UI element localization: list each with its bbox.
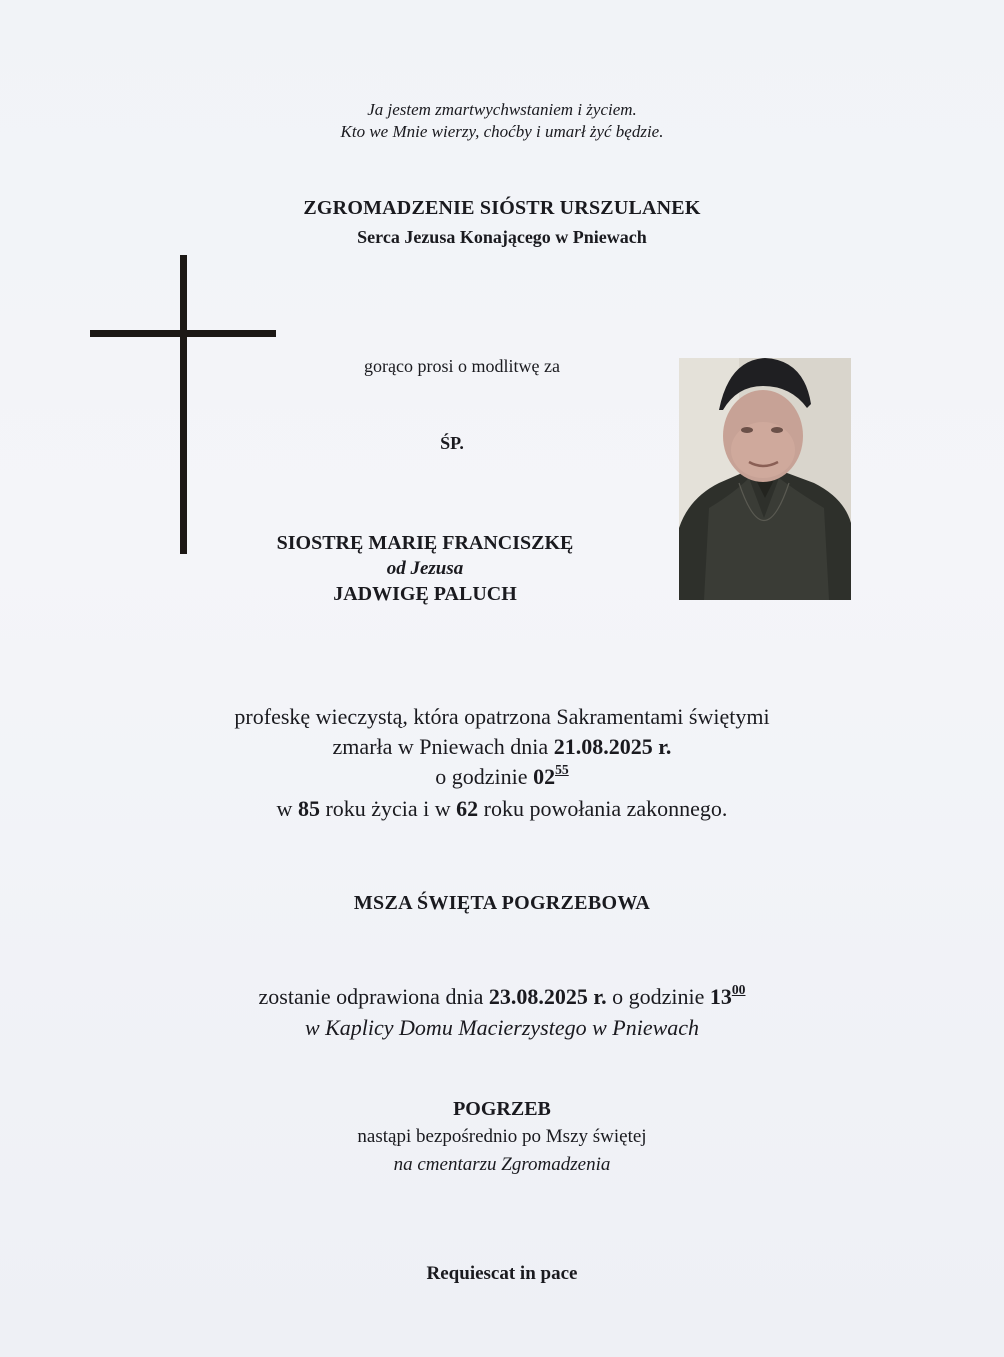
mass-date-line xyxy=(0,981,1004,1010)
portrait-illustration xyxy=(679,358,851,600)
honorific: ŚP. xyxy=(440,433,464,453)
vocation-years: 62 xyxy=(456,796,479,821)
death-date: 21.08.2025 r. xyxy=(553,734,672,759)
mass-place: w Kaplicy Domu Macierzystego w Pniewach xyxy=(304,1015,700,1040)
age-years: 85 xyxy=(297,796,320,821)
death-time-minutes: 55 xyxy=(555,761,569,777)
death-time-line xyxy=(0,761,1004,790)
motto-line-2: Kto we Mnie wierzy, choćby i umarł żyć będzie. xyxy=(340,122,664,141)
burial-heading: POGRZEB xyxy=(453,1098,551,1120)
closing-requiescat: Requiescat in pace xyxy=(426,1263,578,1284)
age-mid: roku życia i w xyxy=(319,796,457,821)
deceased-name-line-3: JADWIGĘ PALUCH xyxy=(333,583,517,605)
mass-time-minutes: 00 xyxy=(731,981,746,997)
death-place-text: zmarła w Pniewach dnia xyxy=(332,734,554,759)
death-line-2 xyxy=(0,734,1004,760)
cross-icon-bar xyxy=(90,330,276,337)
congregation-name: ZGROMADZENIE SIÓSTR URSZULANEK xyxy=(303,197,701,219)
age-line xyxy=(0,796,1004,822)
mass-time-label: o godzinie xyxy=(606,984,710,1009)
congregation-subtitle: Serca Jezusa Konającego w Pniewach xyxy=(357,227,647,247)
age-prefix: w xyxy=(276,796,298,821)
mass-date: 23.08.2025 r. xyxy=(488,984,607,1009)
burial-line-2: na cmentarzu Zgromadzenia xyxy=(393,1154,611,1175)
death-line-1: profeskę wieczystą, która opatrzona Sakramentami świętymi xyxy=(234,704,770,729)
mass-date-label: zostanie odprawiona dnia xyxy=(258,984,489,1009)
deceased-name-line-2: od Jezusa xyxy=(386,558,464,579)
portrait-photo xyxy=(679,358,851,600)
cross-icon xyxy=(180,255,187,554)
death-time-hour: 02 xyxy=(533,764,556,789)
age-suffix: roku powołania zakonnego. xyxy=(478,796,728,821)
deceased-name-line-1: SIOSTRĘ MARIĘ FRANCISZKĘ xyxy=(276,532,574,554)
mass-heading: MSZA ŚWIĘTA POGRZEBOWA xyxy=(353,892,651,914)
burial-line-1: nastąpi bezpośrednio po Mszy świętej xyxy=(357,1126,647,1147)
motto-line-1: Ja jestem zmartwychwstaniem i życiem. xyxy=(367,100,637,119)
mass-time-hour: 13 xyxy=(709,984,732,1009)
death-time-label: o godzinie xyxy=(435,764,534,789)
prayer-request: gorąco prosi o modlitwę za xyxy=(364,356,560,376)
